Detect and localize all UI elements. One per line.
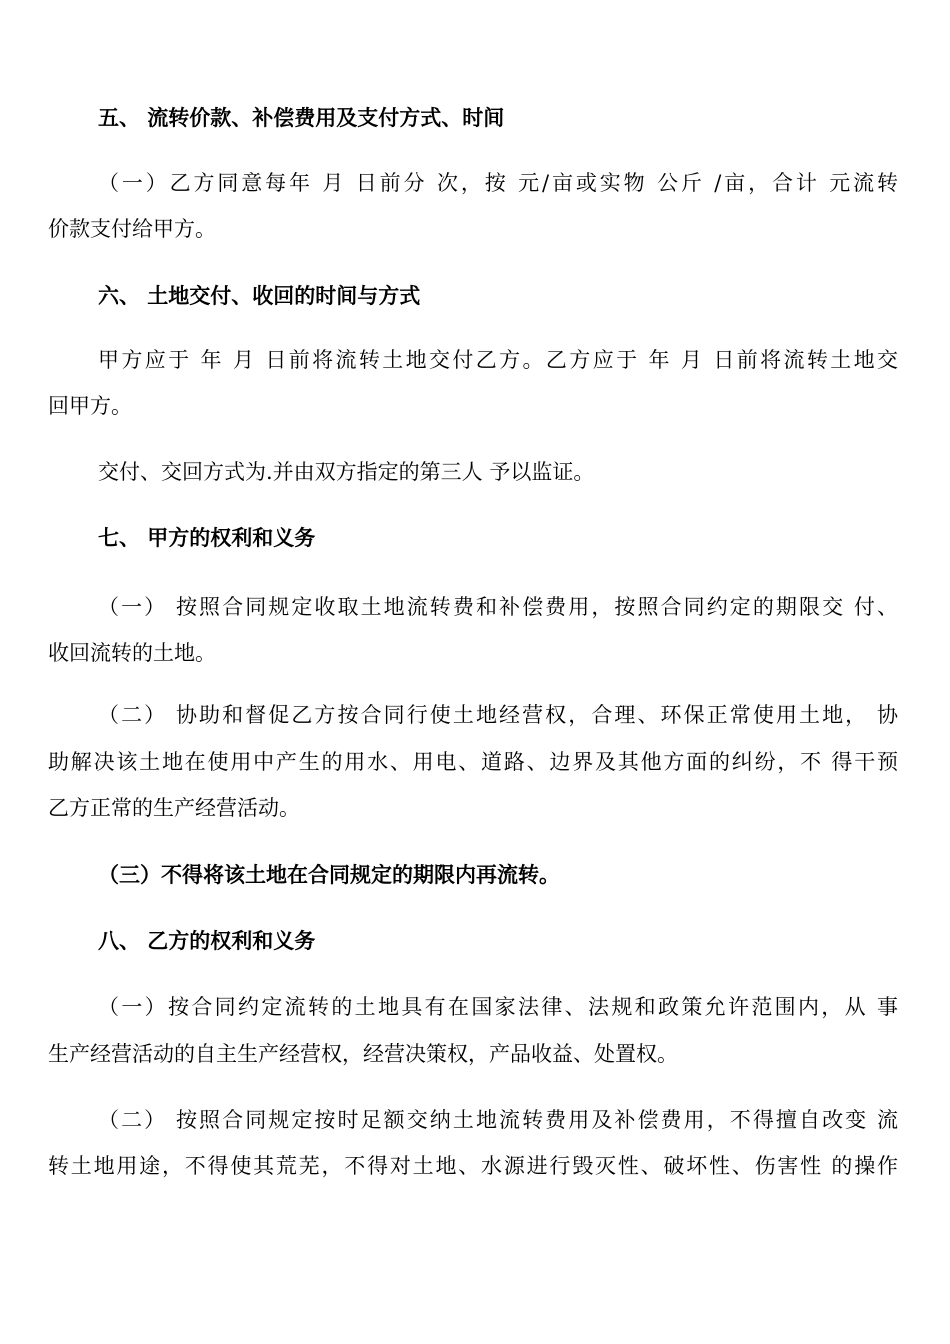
paragraph-line: （二） 协助和督促乙方按合同行使土地经营权，合理、环保正常使用土地， 协 xyxy=(98,703,898,727)
paragraph-line: （一） 按照合同规定收取土地流转费和补偿费用，按照合同约定的期限交 付、 xyxy=(98,595,898,619)
paragraph-line: 交付、交回方式为.并由双方指定的第三人 予以监证。 xyxy=(98,460,595,484)
paragraph-line: 生产经营活动的自主生产经营权，经营决策权，产品收益、处置权。 xyxy=(48,1042,678,1066)
paragraph-line: （一）按合同约定流转的土地具有在国家法律、法规和政策允许范围内，从 事 xyxy=(98,995,898,1019)
paragraph-line: 转土地用途，不得使其荒芜，不得对土地、水源进行毁灭性、破坏性、伤害性 的操作 xyxy=(48,1154,898,1178)
paragraph-line: （二） 按照合同规定按时足额交纳土地流转费用及补偿费用，不得擅自改变 流 xyxy=(98,1108,898,1132)
paragraph-line: （一）乙方同意每年 月 日前分 次，按 元/亩或实物 公斤 /亩，合计 元流转 xyxy=(98,171,898,195)
section-heading-5: 五、 流转价款、补偿费用及支付方式、时间 xyxy=(98,105,505,130)
paragraph-line: 价款支付给甲方。 xyxy=(48,217,216,241)
paragraph-line: 甲方应于 年 月 日前将流转土地交付乙方。乙方应于 年 月 日前将流转土地交 xyxy=(98,348,898,372)
section-heading-7: 七、 甲方的权利和义务 xyxy=(98,525,316,550)
paragraph-line: 回甲方。 xyxy=(48,394,132,418)
section-heading-6: 六、 土地交付、收回的时间与方式 xyxy=(98,283,421,308)
bold-clause: （三）不得将该土地在合同规定的期限内再流转。 xyxy=(98,862,560,887)
section-heading-8: 八、 乙方的权利和义务 xyxy=(98,928,316,953)
paragraph-line: 助解决该土地在使用中产生的用水、用电、道路、边界及其他方面的纠纷，不 得干预 xyxy=(48,750,898,774)
paragraph-line: 收回流转的土地。 xyxy=(48,641,216,665)
paragraph-line: 乙方正常的生产经营活动。 xyxy=(48,796,300,820)
